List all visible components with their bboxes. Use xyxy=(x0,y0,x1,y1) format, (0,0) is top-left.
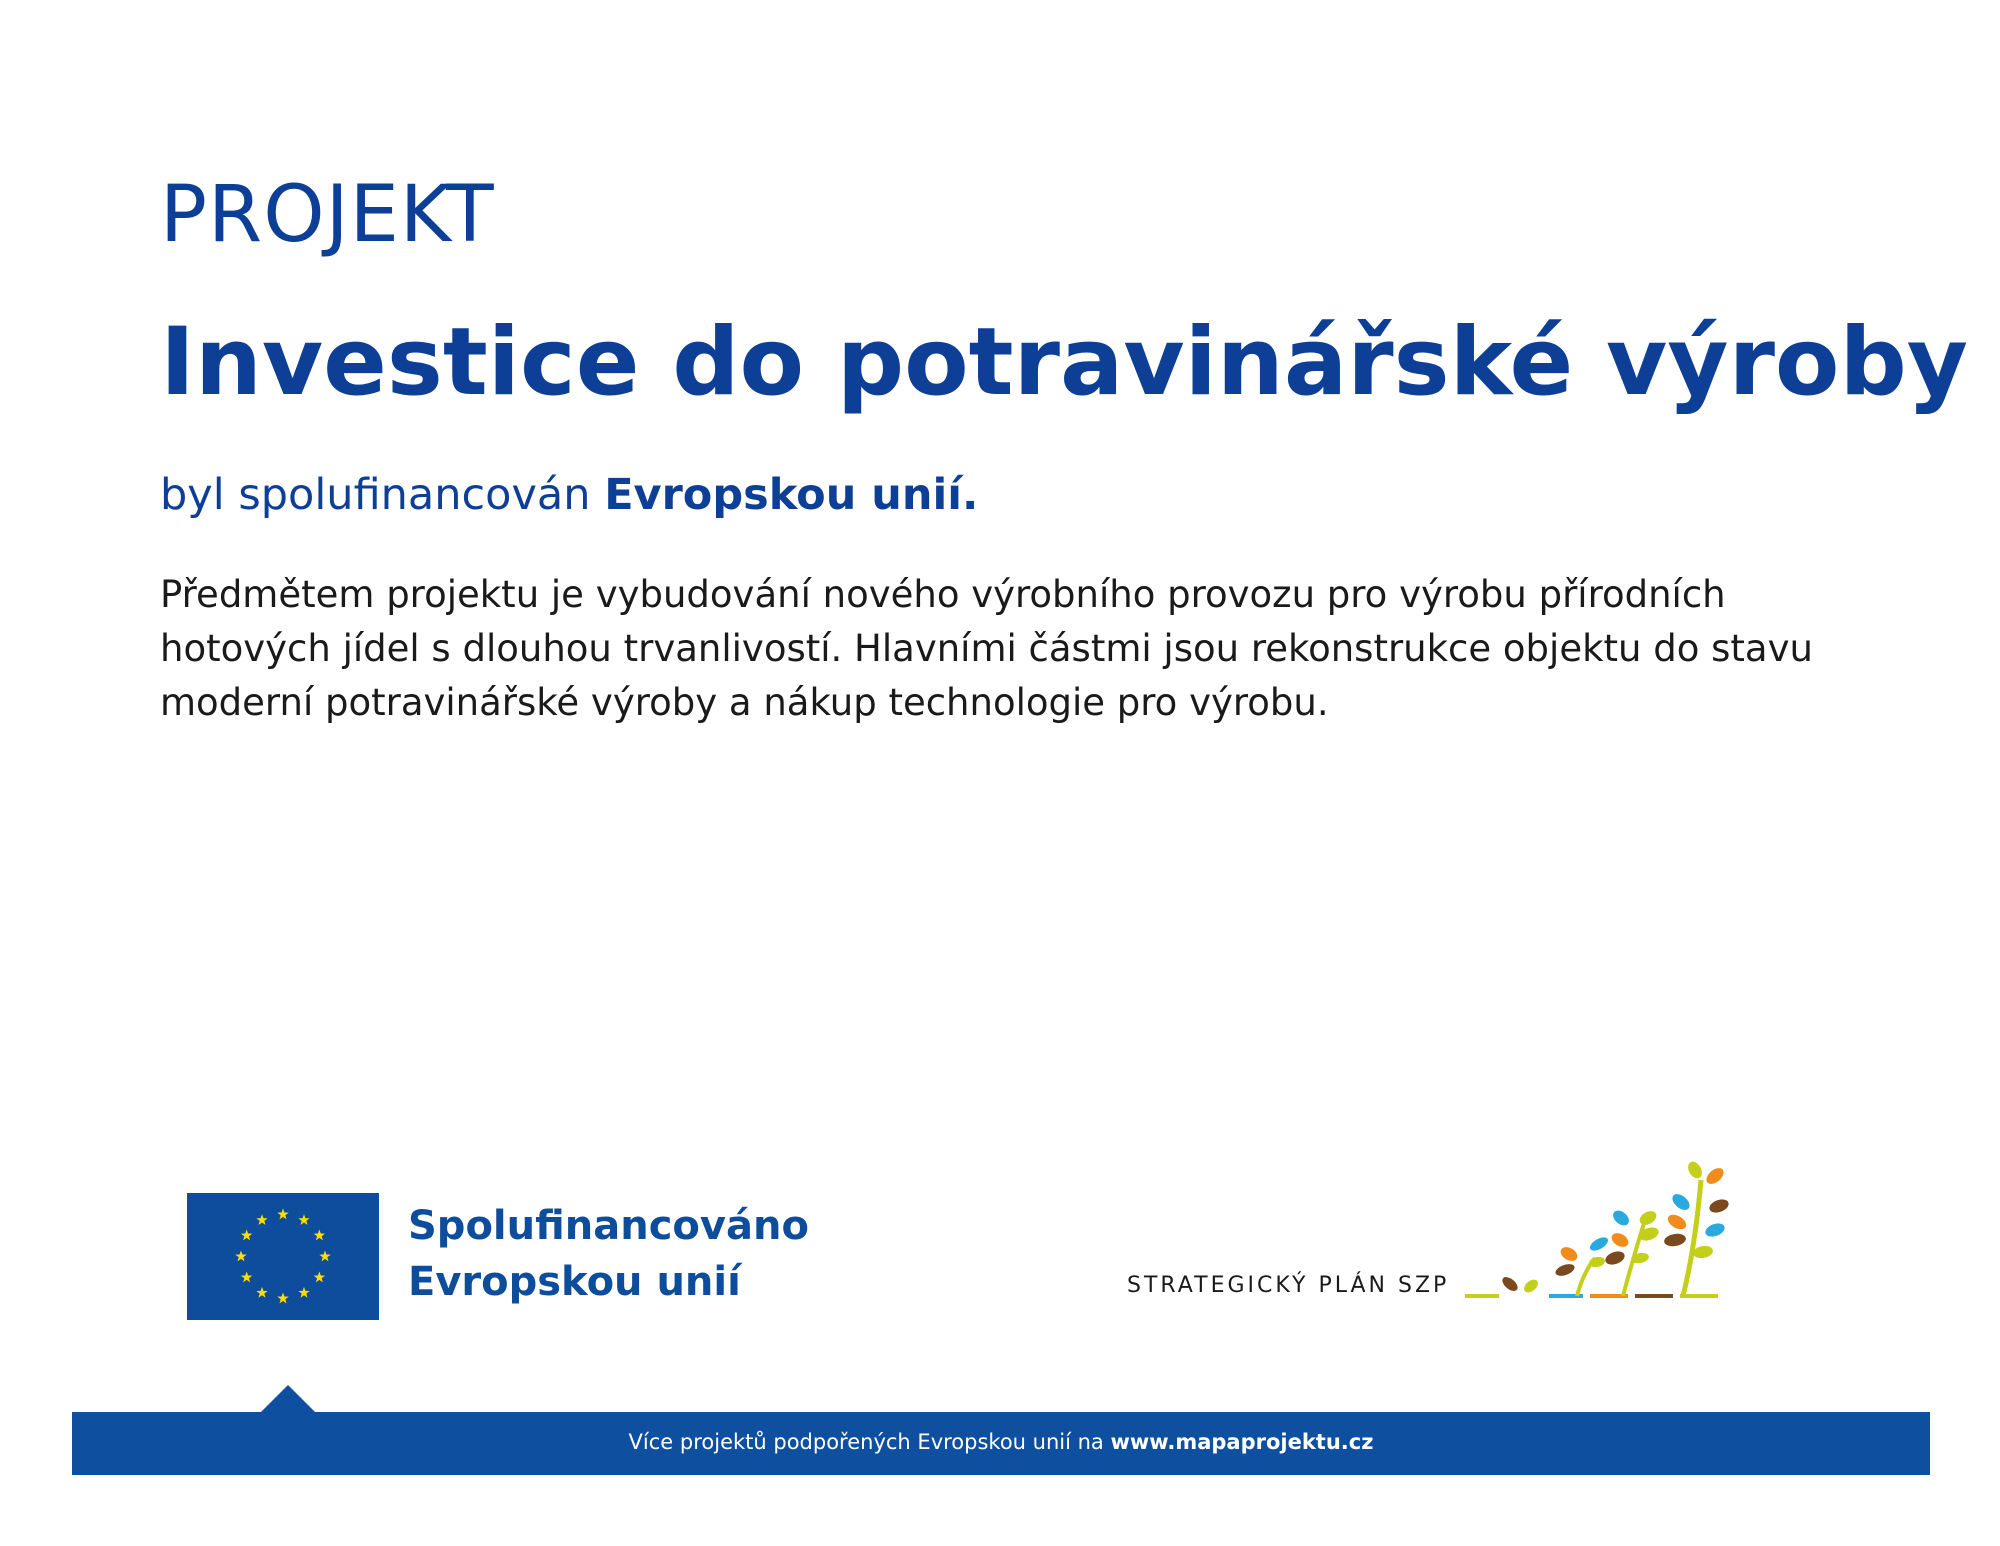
leaf xyxy=(1588,1235,1610,1254)
eu-flag-icon xyxy=(187,1193,379,1320)
szp-plants-logo-icon xyxy=(1465,1158,1805,1300)
leaf xyxy=(1554,1262,1576,1278)
leaf xyxy=(1685,1159,1704,1181)
cofinanced-bold: Evropskou unií. xyxy=(604,470,979,520)
cofinanced-prefix: byl spolufinancován xyxy=(160,470,591,520)
footer-text-prefix: Více projektů podpořených Evropskou unií na xyxy=(628,1430,1104,1454)
eu-text-line1: Spolufinancováno xyxy=(408,1203,809,1249)
footer-text xyxy=(72,1430,1930,1454)
project-description: Předmětem projektu je vybudování nového výrobního provozu pro výrobu přírodních hotových jídel s dlouhou trvanlivostí. Hlavními částmi jsou rekonstrukce objektu do stavu moderní potravinářské výroby a nákup technologie pro výrobu. xyxy=(160,573,1813,724)
leaf xyxy=(1609,1230,1631,1249)
leaf xyxy=(1703,1165,1726,1187)
leaf xyxy=(1604,1249,1627,1267)
footer-bar xyxy=(72,1412,1930,1475)
szp-line-4 xyxy=(1635,1294,1673,1298)
eu-text-line2: Evropskou unií xyxy=(408,1259,741,1305)
leaf xyxy=(1500,1274,1520,1293)
leaf xyxy=(1708,1197,1731,1215)
footer-tab xyxy=(260,1385,316,1413)
project-label: PROJEKT xyxy=(160,170,495,260)
leaf xyxy=(1558,1244,1580,1263)
leaf xyxy=(1637,1208,1659,1227)
leaf xyxy=(1663,1232,1687,1248)
szp-line-1 xyxy=(1465,1294,1499,1298)
leaf xyxy=(1665,1212,1688,1232)
leaf xyxy=(1522,1277,1541,1295)
cofinanced-line xyxy=(160,470,978,520)
eu-cofinanced-text xyxy=(408,1198,809,1310)
project-title: Investice do potravinářské výroby xyxy=(160,308,1969,417)
szp-label: STRATEGICKÝ PLÁN SZP xyxy=(1127,1273,1450,1298)
leaf xyxy=(1610,1208,1632,1229)
footer-link[interactable]: www.mapaprojektu.cz xyxy=(1110,1430,1374,1454)
leaf xyxy=(1669,1191,1692,1213)
leaf xyxy=(1704,1221,1727,1239)
